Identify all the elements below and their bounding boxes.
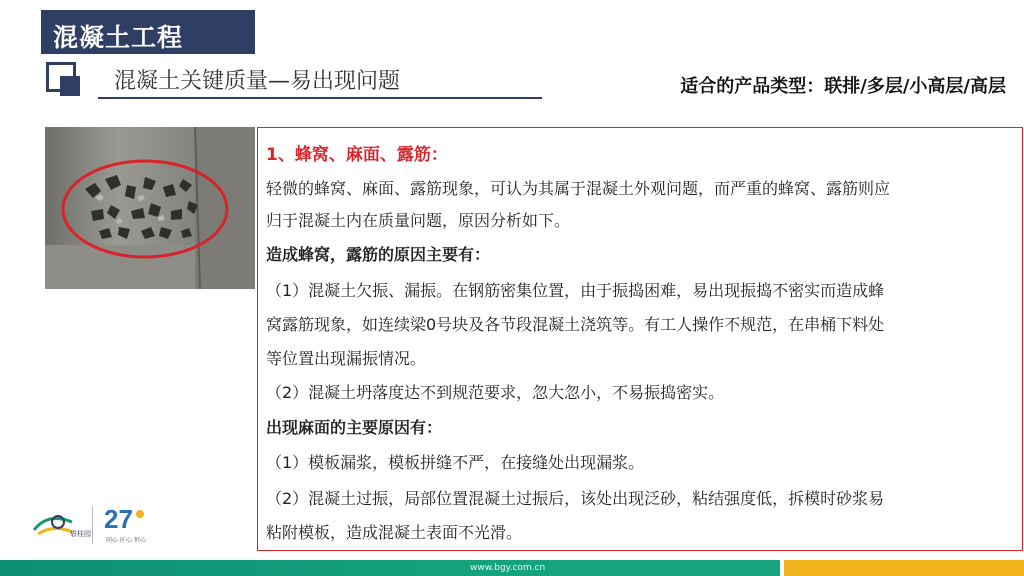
slide-subtitle: 混凝土关键质量—易出现问题 — [114, 69, 401, 94]
cause2-item2-line2: 粘附模板，造成混凝土表面不光滑。 — [266, 523, 523, 542]
square-bullet-icon — [46, 62, 82, 98]
footer-url: www.bgy.com.cn — [470, 563, 546, 573]
company-logo — [28, 500, 168, 548]
logo-brand-text: 碧桂园 — [70, 531, 91, 538]
cause1-item1-line1: （1）混凝土欠振、漏振。在钢筋密集位置，由于振捣困难，易出现振捣不密实而造成蜂 — [266, 281, 885, 300]
cause1-item1-line2: 窝露筋现象，如连续梁0号块及各节段混凝土浇筑等。有工人操作不规范，在串桶下料处 — [266, 315, 885, 334]
subtitle-underline — [98, 97, 542, 99]
honeycomb-concrete-photo — [45, 127, 255, 289]
cause2-item1: （1）模板漏浆，模板拼缝不严，在接缝处出现漏浆。 — [266, 453, 645, 472]
intro-line-1: 轻微的蜂窝、麻面、露筋现象，可认为其属于混凝土外观问题，而严重的蜂窝、露筋则应 — [266, 179, 891, 198]
logo-divider — [92, 506, 93, 544]
section-heading: 1、蜂窝、麻面、露筋： — [266, 145, 448, 165]
cause1-item2: （2）混凝土坍落度达不到规范要求，忽大忽小，不易振捣密实。 — [266, 383, 725, 402]
footer-green-bar — [0, 560, 780, 576]
section-title-bar — [41, 10, 255, 54]
intro-line-2: 归于混凝土内在质量问题，原因分析如下。 — [266, 211, 571, 230]
section-title: 混凝土工程 — [53, 23, 184, 52]
anniversary-number: 27 — [104, 504, 133, 534]
product-type-label: 适合的产品类型：联排/多层/小高层/高层 — [680, 76, 1006, 97]
cause-heading-honeycomb: 造成蜂窝，露筋的原因主要有： — [266, 245, 491, 264]
logo-slogan: 同心·匠心·恒心 — [106, 538, 146, 544]
cause2-item2-line1: （2）混凝土过振，局部位置混凝土过振后，该处出现泛砂，粘结强度低，拆模时砂浆易 — [266, 489, 885, 508]
footer-yellow-bar — [784, 560, 1024, 576]
cause1-item1-line3: 等位置出现漏振情况。 — [266, 349, 427, 368]
content-panel — [257, 127, 1023, 551]
cause-heading-pitting: 出现麻面的主要原因有： — [266, 418, 443, 437]
